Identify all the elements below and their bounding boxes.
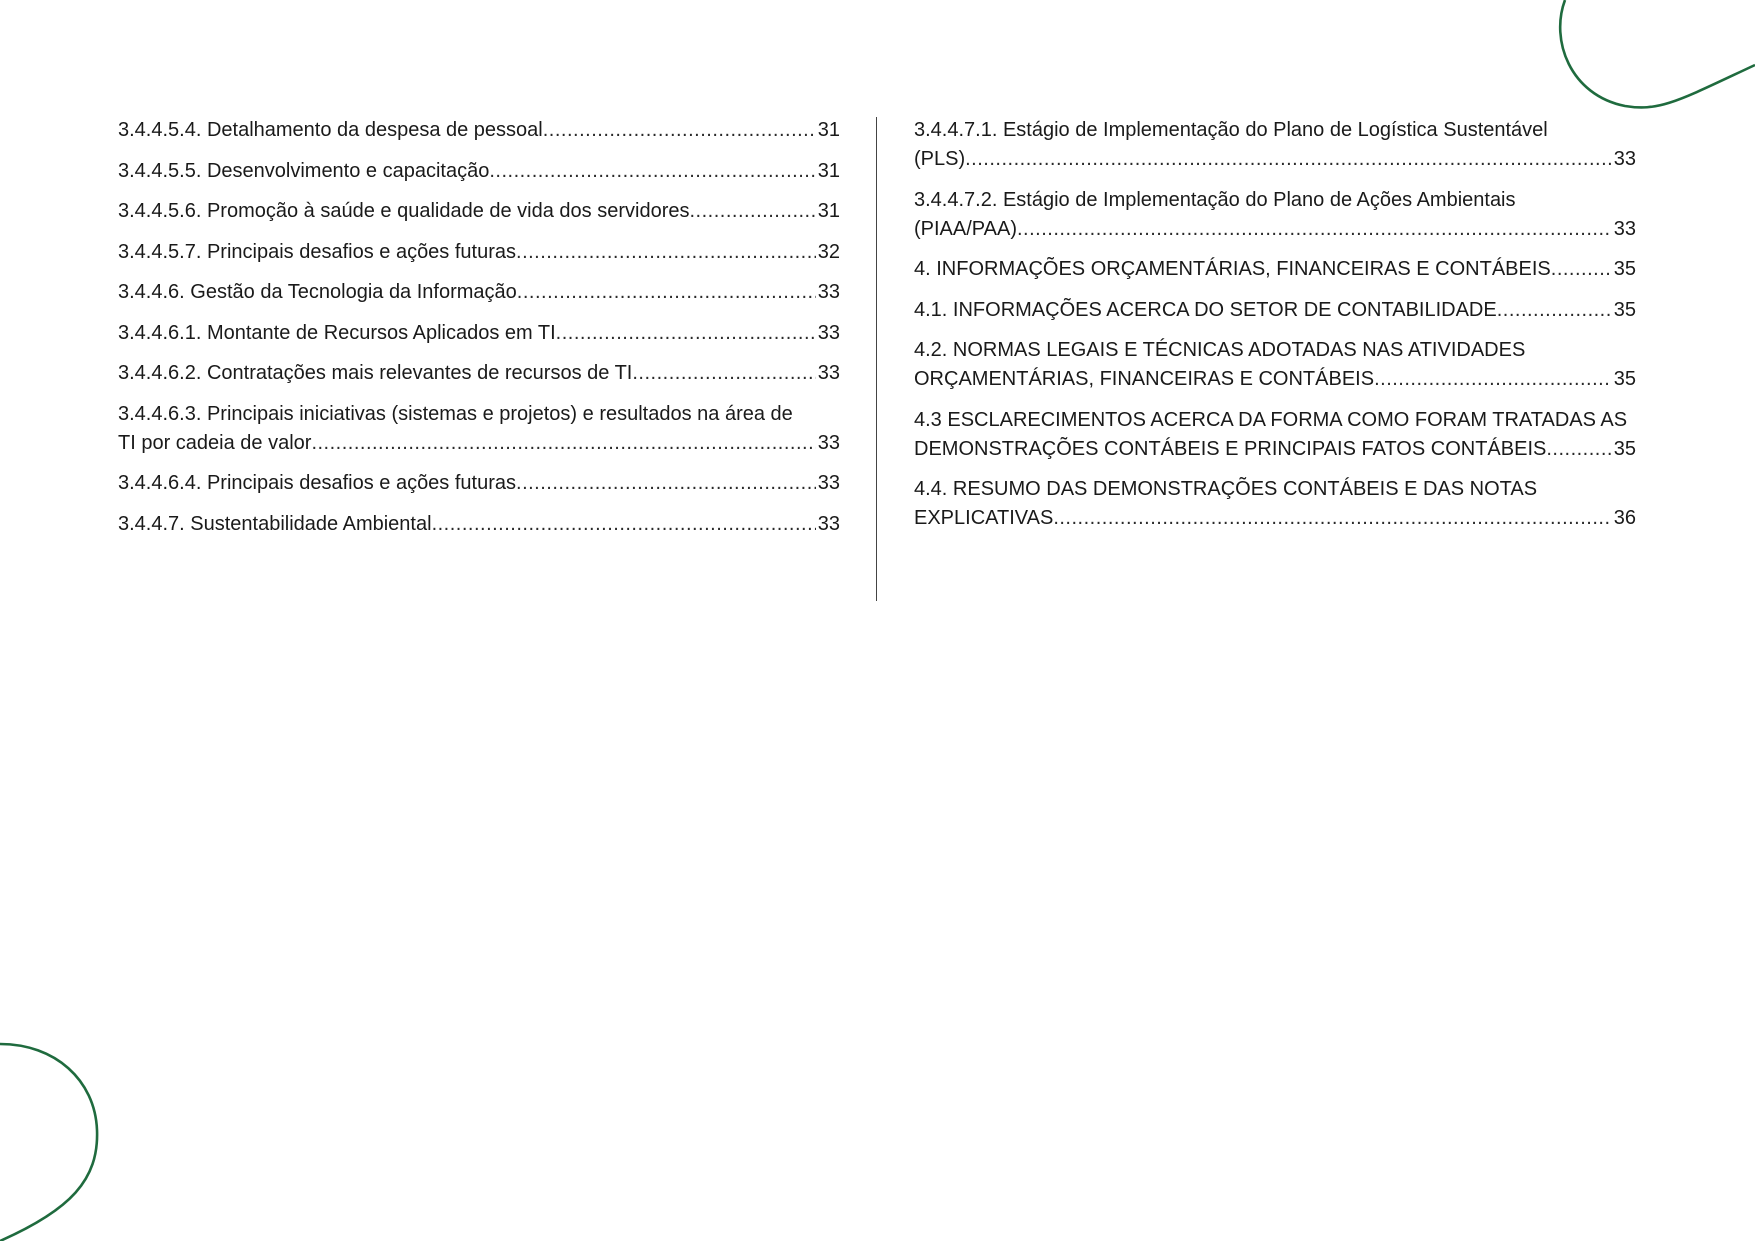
- toc-entry-title: 3.4.4.5.5. Desenvolvimento e capacitação: [118, 159, 490, 182]
- toc-entry[interactable]: [118, 400, 840, 458]
- toc-entry-title: 3.4.4.6.4. Principais desafios e ações futuras: [118, 472, 517, 494]
- dot-leader: [517, 278, 816, 307]
- toc-entry-title: 3.4.4.5.6. Promoção à saúde e qualidade de vida dos servidores: [118, 200, 690, 222]
- toc-entry-page: 33: [817, 281, 840, 303]
- dot-leader: [1017, 215, 1612, 244]
- corner-arc-decoration-top-right: [1540, 0, 1755, 120]
- dot-leader: [1053, 504, 1611, 533]
- toc-entry-page: 31: [817, 159, 840, 182]
- toc-entry[interactable]: [118, 469, 840, 498]
- toc-entry-page: 35: [1613, 437, 1636, 460]
- toc-entry-page: 36: [1613, 507, 1636, 529]
- toc-entry-title: ORÇAMENTÁRIAS, FINANCEIRAS E CONTÁBEIS: [914, 368, 1375, 390]
- toc-entry-title: (PLS): [914, 148, 966, 170]
- toc-entry[interactable]: [914, 296, 1636, 325]
- toc-entry[interactable]: [914, 475, 1636, 533]
- toc-entry-page: 33: [817, 512, 840, 535]
- toc-right-column: [914, 116, 1636, 545]
- dot-leader: [516, 238, 816, 267]
- toc-entry[interactable]: [914, 255, 1636, 284]
- dot-leader: [1551, 255, 1612, 284]
- toc-entry-title: 3.4.4.5.7. Principais desafios e ações futuras: [118, 240, 517, 263]
- dot-leader: [489, 157, 815, 186]
- toc-entry-page: 33: [1613, 148, 1636, 170]
- toc-entry-title: 3.4.4.7. Sustentabilidade Ambiental: [118, 512, 432, 535]
- toc-entry-title: 3.4.4.6.2. Contratações mais relevantes de recursos de TI: [118, 362, 633, 384]
- dot-leader: [1374, 365, 1612, 394]
- toc-entry-title: (PIAA/PAA): [914, 217, 1017, 240]
- dot-leader: [311, 429, 815, 458]
- toc-entry-page: 33: [817, 362, 840, 384]
- toc-entry-page: 35: [1613, 368, 1636, 390]
- toc-entry-title: 4. INFORMAÇÕES ORÇAMENTÁRIAS, FINANCEIRAS E CONTÁBEIS: [914, 258, 1551, 280]
- toc-entry-title: 3.4.4.6.3. Principais iniciativas (sistemas e projetos) e resultados na área de: [118, 402, 793, 425]
- toc-entry[interactable]: [118, 157, 840, 186]
- toc-entry-title: 3.4.4.6.1. Montante de Recursos Aplicados em TI: [118, 321, 556, 344]
- toc-entry[interactable]: [914, 406, 1636, 464]
- toc-entry[interactable]: [914, 116, 1636, 174]
- toc-entry-title: TI por cadeia de valor: [118, 431, 312, 454]
- toc-entry-title: 3.4.4.7.1. Estágio de Implementação do Plano de Logística Sustentável: [914, 119, 1548, 141]
- toc-left-column: [118, 116, 840, 550]
- toc-entry-page: 31: [817, 119, 840, 141]
- column-divider: [876, 117, 877, 601]
- toc-entry-page: 33: [817, 321, 840, 344]
- toc-entry[interactable]: [118, 197, 840, 226]
- toc-entry[interactable]: [914, 186, 1636, 244]
- dot-leader: [432, 510, 816, 539]
- toc-entry[interactable]: [118, 116, 840, 145]
- dot-leader: [543, 116, 816, 145]
- toc-entry-page: 33: [817, 472, 840, 494]
- toc-entry-title: DEMONSTRAÇÕES CONTÁBEIS E PRINCIPAIS FATOS CONTÁBEIS: [914, 437, 1547, 460]
- toc-entry-page: 33: [817, 431, 840, 454]
- dot-leader: [1546, 435, 1611, 464]
- dot-leader: [1497, 296, 1612, 325]
- toc-entry-page: 35: [1613, 258, 1636, 280]
- toc-entry-title: 4.1. INFORMAÇÕES ACERCA DO SETOR DE CONTABILIDADE: [914, 298, 1497, 321]
- dot-leader: [632, 359, 815, 388]
- toc-entry-title: EXPLICATIVAS: [914, 507, 1054, 529]
- dot-leader: [965, 145, 1612, 174]
- toc-entry-page: 35: [1613, 298, 1636, 321]
- toc-entry-title: 3.4.4.7.2. Estágio de Implementação do Plano de Ações Ambientais: [914, 188, 1516, 211]
- toc-entry[interactable]: [118, 278, 840, 307]
- toc-entry[interactable]: [118, 238, 840, 267]
- dot-leader: [516, 469, 816, 498]
- toc-entry-page: 32: [817, 240, 840, 263]
- toc-entry-title: 3.4.4.6. Gestão da Tecnologia da Informação: [118, 281, 517, 303]
- toc-entry-page: 33: [1613, 217, 1636, 240]
- toc-entry-title: 4.2. NORMAS LEGAIS E TÉCNICAS ADOTADAS NAS ATIVIDADES: [914, 339, 1526, 361]
- toc-entry-title: 3.4.4.5.4. Detalhamento da despesa de pessoal: [118, 119, 543, 141]
- toc-entry[interactable]: [914, 336, 1636, 394]
- toc-entry-page: 31: [817, 200, 840, 222]
- toc-entry[interactable]: [118, 319, 840, 348]
- dot-leader: [689, 197, 815, 226]
- toc-entry-title: 4.3 ESCLARECIMENTOS ACERCA DA FORMA COMO FORAM TRATADAS AS: [914, 408, 1628, 431]
- toc-entry-title: 4.4. RESUMO DAS DEMONSTRAÇÕES CONTÁBEIS E DAS NOTAS: [914, 478, 1538, 500]
- corner-arc-decoration-bottom-left: [0, 1030, 110, 1241]
- toc-entry[interactable]: [118, 359, 840, 388]
- toc-entry[interactable]: [118, 510, 840, 539]
- dot-leader: [556, 319, 816, 348]
